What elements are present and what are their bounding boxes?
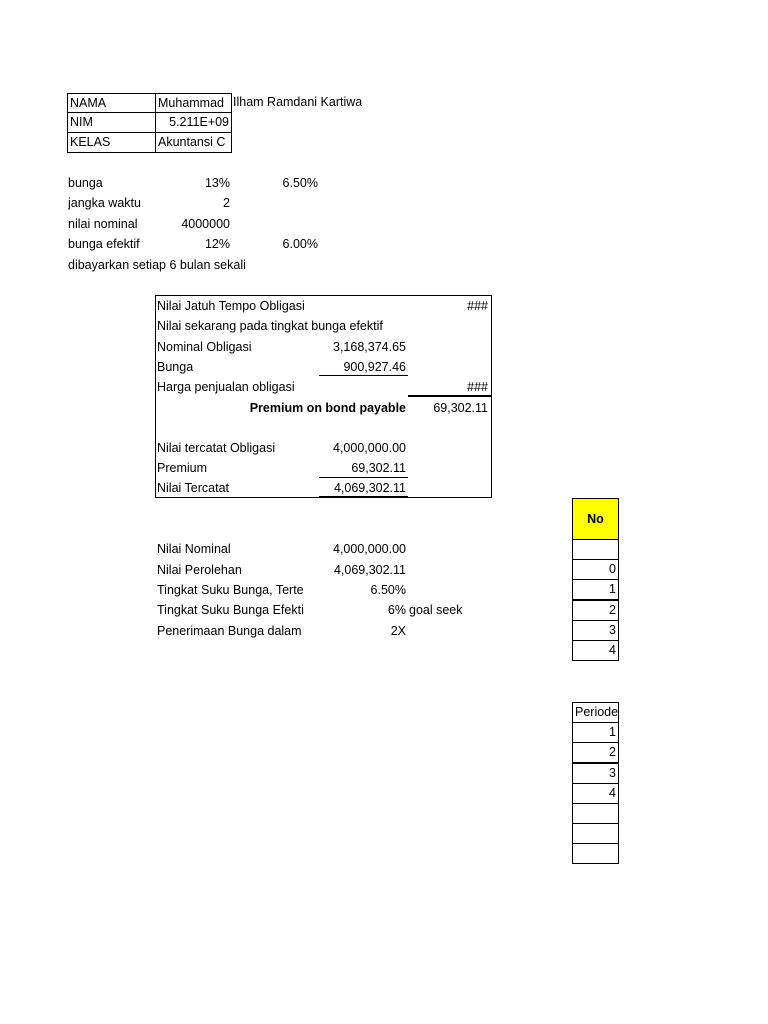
carrying-value: 4,000,000.00 [333,441,406,455]
summary-receipt-label: Penerimaan Bunga dalam [157,624,302,638]
no-table-row: 4 [572,640,619,661]
nim-value-cell: 5.211E+09 [155,112,232,133]
premium-value: 69,302.11 [433,401,488,415]
payment-note: dibayarkan setiap 6 bulan sekali [68,258,246,272]
bunga-underline [319,375,408,376]
nominal-obligasi-label: Nominal Obligasi [157,340,252,354]
no-table-row: 2 [572,600,619,621]
periode-table-row: 4 [572,783,619,804]
summary-stated-rate-value: 6.50% [370,583,406,597]
periode-table-row: 1 [572,722,619,743]
summary-nominal-label: Nilai Nominal [157,542,231,556]
param-bunga-value: 13% [204,176,230,190]
summary-eff-rate-label: Tingkat Suku Bunga Efekti [157,603,304,617]
param-bunga-extra: 6.50% [282,176,318,190]
summary-acq-value: 4,069,302.11 [333,563,406,577]
no-table-row: 0 [572,559,619,580]
param-nominal-label: nilai nominal [68,217,138,231]
bunga-value: 900,927.46 [343,360,406,374]
periode-table-row [572,823,619,844]
bunga-label: Bunga [157,360,194,374]
no-table-header: No [572,498,619,540]
nama-value-overflow: Ilham Ramdani Kartiwa [233,95,363,109]
periode-table-row [572,803,619,824]
periode-table-row: 2 [572,742,619,763]
sale-price-label: Harga penjualan obligasi [157,380,295,394]
param-efektif-extra: 6.00% [282,237,318,251]
param-jangka-label: jangka waktu [68,196,141,210]
summary-acq-label: Nilai Perolehan [157,563,242,577]
total-label: Nilai Tercatat [157,481,230,495]
kelas-label-cell: KELAS [67,132,156,153]
no-table-row: 3 [572,620,619,641]
summary-eff-rate-note: goal seek [409,603,463,617]
premium2-label: Premium [157,461,208,475]
premium2-value: 69,302.11 [351,461,406,475]
summary-receipt-value: 2X [390,624,406,638]
periode-table-header: Periode [572,702,619,723]
sale-price-underline [408,395,492,397]
summary-eff-rate-value: 6% [387,603,406,617]
no-table-row: 1 [572,579,619,600]
nominal-obligasi-value: 3,168,374.65 [333,340,406,354]
nim-label-cell: NIM [67,112,156,133]
param-efektif-value: 12% [204,237,230,251]
summary-stated-rate-label: Tingkat Suku Bunga, Terte [157,583,304,597]
maturity-value: ### [467,299,488,313]
total-underline [319,496,408,497]
param-nominal-value: 4000000 [181,217,230,231]
param-efektif-label: bunga efektif [68,237,140,251]
present-value-label: Nilai sekarang pada tingkat bunga efektif [157,319,383,333]
no-table-row [572,539,619,560]
nama-value-cell: Muhammad [155,93,232,113]
param-jangka-value: 2 [223,196,230,210]
total-value: 4,069,302.11 [333,481,406,495]
premium-label: Premium on bond payable [249,401,406,415]
nama-label-cell: NAMA [67,93,156,113]
periode-table-row: 3 [572,763,619,784]
carrying-label: Nilai tercatat Obligasi [157,441,276,455]
summary-nominal-value: 4,000,000.00 [333,542,406,556]
kelas-value-cell: Akuntansi C [155,132,232,153]
sale-price-value: ### [467,380,488,394]
param-bunga-label: bunga [68,176,103,190]
periode-table-row [572,843,619,864]
maturity-label: Nilai Jatuh Tempo Obligasi [157,299,305,313]
